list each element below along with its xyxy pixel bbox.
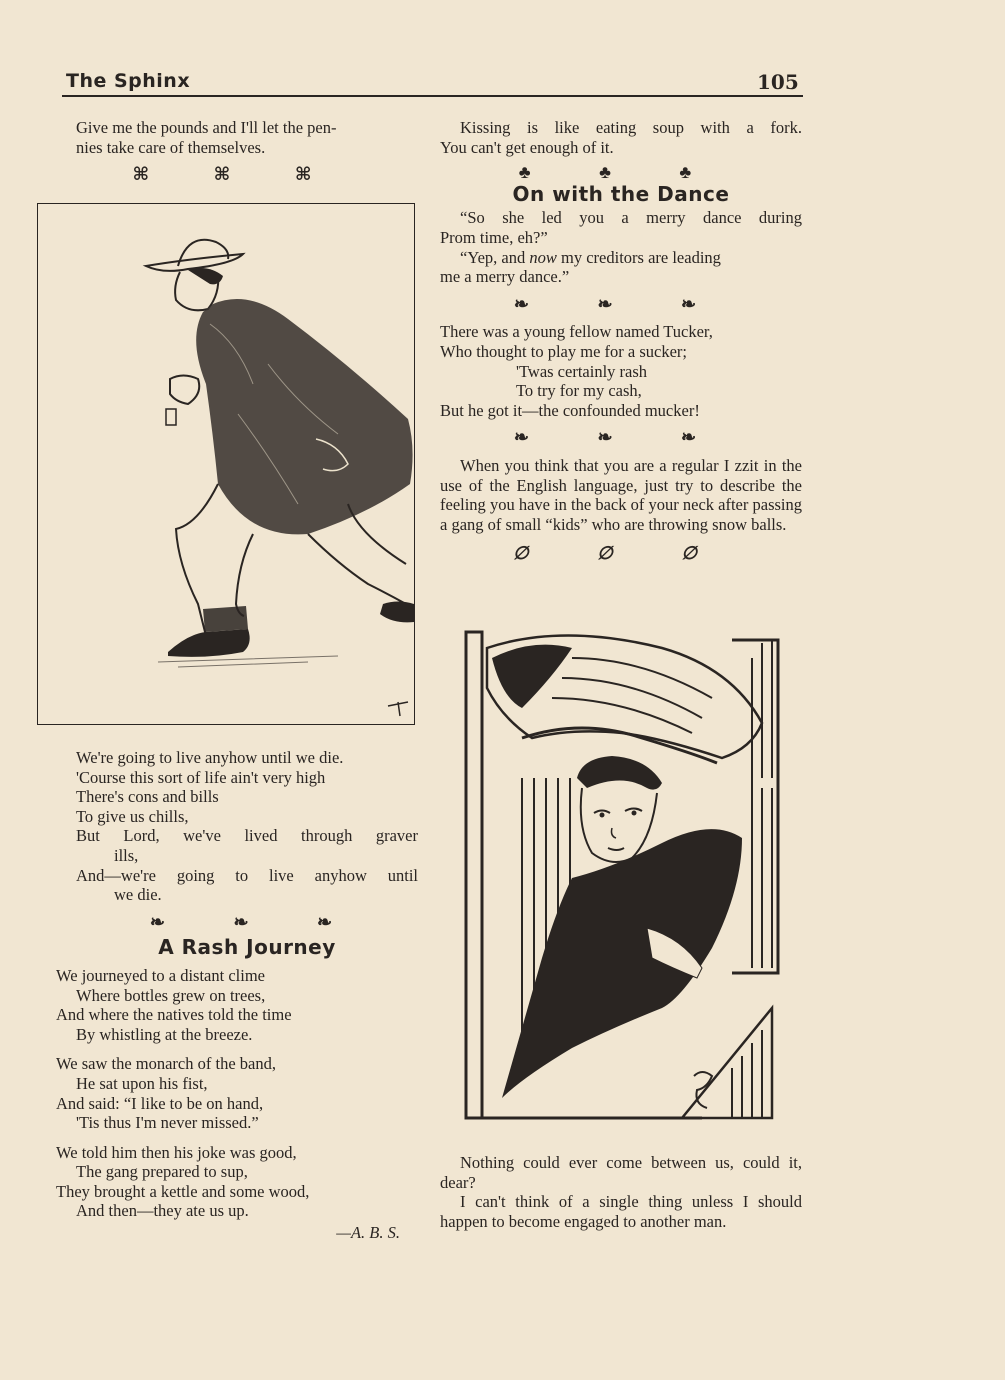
stanza-2 bbox=[56, 1054, 418, 1132]
stanza-line: They brought a kettle and some wood, bbox=[56, 1181, 310, 1201]
cant-think-paragraph: I can't think of a single thing unless I should happen to become engaged to another man. bbox=[440, 1192, 802, 1231]
running-head-title: The Sphinx bbox=[66, 70, 191, 92]
stanza-line: And said: “I like to be on hand, bbox=[56, 1093, 264, 1113]
verse-line: But Lord, we've lived through graver bbox=[76, 826, 418, 846]
ornament-row-2: ❧ ❧ ❧ bbox=[149, 911, 365, 932]
ornament-row-1: ⌘ ⌘ ⌘ bbox=[132, 164, 342, 185]
left-verse bbox=[56, 748, 418, 1243]
stanza-line: He sat upon his fist, bbox=[76, 1073, 208, 1093]
dance-line-3 bbox=[440, 248, 802, 268]
stanza-line: And where the natives told the time bbox=[56, 1005, 292, 1025]
right-column bbox=[440, 118, 802, 564]
stanza-line: We journeyed to a distant clime bbox=[56, 965, 265, 985]
illustration-frame-1 bbox=[37, 203, 415, 725]
stanza-line: And then—they ate us up. bbox=[76, 1201, 249, 1221]
verse-line: There's cons and bills bbox=[76, 787, 219, 807]
limerick-line: But he got it—the confounded mucker! bbox=[440, 400, 700, 420]
man-in-hat-with-coat-drawing-icon bbox=[38, 204, 414, 724]
izzit-paragraph: When you think that you are a regular I zzit in the use of the English language, just try to describe the feeling you have in the back of your neck after passing a gang of small “kids” who are throwing snow balls. bbox=[440, 455, 802, 534]
limerick-line: There was a young fellow named Tucker, bbox=[440, 322, 713, 342]
kissing-line-1: Kissing is like eating soup with a fork. bbox=[460, 118, 802, 137]
dance-post: my creditors are leading bbox=[556, 247, 721, 267]
ornament-row-5: ❧ ❧ ❧ bbox=[513, 427, 729, 448]
dance-title: On with the Dance bbox=[512, 181, 730, 206]
joke-line-2: nies take care of themselves. bbox=[76, 137, 266, 157]
dance-pre: “Yep, and bbox=[460, 247, 530, 267]
kissing-line-2: You can't get enough of it. bbox=[440, 137, 614, 157]
ornament-row-4: ❧ ❧ ❧ bbox=[513, 293, 729, 314]
stanza-line: The gang prepared to sup, bbox=[76, 1162, 248, 1182]
dance-emphasis: now bbox=[529, 247, 557, 267]
illustration-frame-2 bbox=[462, 628, 782, 1133]
dance-line-2: Prom time, eh?” bbox=[440, 227, 548, 247]
signature: —A. B. S. bbox=[336, 1223, 400, 1243]
verse-line: 'Course this sort of life ain't very high bbox=[76, 767, 326, 787]
stanza-line: By whistling at the breeze. bbox=[76, 1024, 253, 1044]
verse-line: To give us chills, bbox=[76, 806, 189, 826]
verse-line: ills, bbox=[114, 845, 139, 865]
ornament-row-6: ∅ ∅ ∅ bbox=[512, 543, 730, 564]
stanza-3 bbox=[56, 1143, 418, 1221]
nothing-paragraph: Nothing could ever come between us, could it, dear? bbox=[440, 1153, 802, 1192]
verse-line: And—we're going to live anyhow until bbox=[76, 865, 418, 885]
stanza-line: Where bottles grew on trees, bbox=[76, 985, 266, 1005]
header-rule bbox=[62, 95, 803, 97]
stanza-line: We told him then his joke was good, bbox=[56, 1142, 297, 1162]
verse-line: We're going to live anyhow until we die. bbox=[76, 748, 344, 767]
stanza-1 bbox=[56, 966, 418, 1044]
page-number: 105 bbox=[757, 70, 799, 94]
right-bottom-jokes bbox=[440, 1153, 802, 1231]
stanza-line: We saw the monarch of the band, bbox=[56, 1054, 276, 1074]
limerick-line: 'Twas certainly rash bbox=[516, 361, 648, 381]
limerick-line: Who thought to play me for a sucker; bbox=[440, 341, 687, 361]
dance-line-1: “So she led you a merry dance during bbox=[460, 208, 802, 228]
limerick-line: To try for my cash, bbox=[516, 381, 642, 401]
left-top-joke bbox=[56, 118, 418, 191]
poem-title: A Rash Journey bbox=[158, 935, 336, 960]
dance-line-4: me a merry dance.” bbox=[440, 267, 570, 287]
stanza-line: 'Tis thus I'm never missed.” bbox=[76, 1113, 259, 1133]
woman-in-large-hat-and-fur-drawing-icon bbox=[462, 628, 782, 1133]
joke-line-1: Give me the pounds and I'll let the pen- bbox=[76, 118, 337, 137]
ornament-row-3: ♣ ♣ ♣ bbox=[518, 162, 724, 183]
verse-line: we die. bbox=[114, 885, 162, 905]
